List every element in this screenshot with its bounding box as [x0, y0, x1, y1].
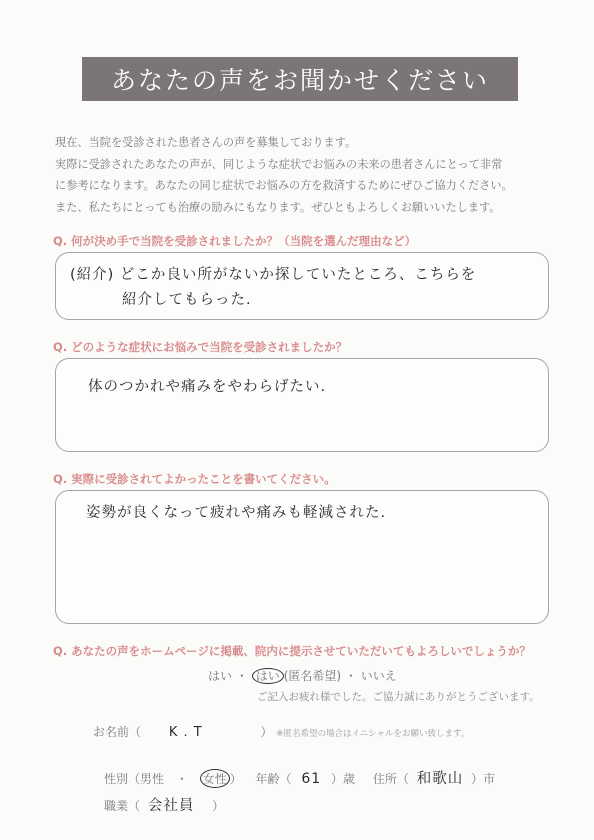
address-close: ）市	[471, 772, 496, 786]
question-4-label: Q. あなたの声をホームページに掲載、院内に提示させていただいてもよろしいでしょうか？	[53, 644, 531, 658]
job-close: ）	[212, 799, 225, 813]
answer-box-1[interactable]	[55, 252, 549, 320]
question-2-label: Q. どのような症状にお悩みで当院を受診されましたか？	[53, 340, 348, 354]
answer-3-line-1: 姿勢が良くなって疲れや痛みも軽減された.	[86, 505, 387, 521]
name-row	[93, 723, 469, 740]
gender-label: 性別（男性	[104, 772, 165, 786]
intro-line: 実際に受診されたあなたの声が、同じような症状でお悩みの未来の患者さんにとって非常	[55, 157, 503, 171]
page-title: あなたの声をお聞かせください	[110, 66, 489, 95]
name-value[interactable]: K . T	[168, 725, 203, 740]
job-value[interactable]: 会社員	[147, 798, 195, 814]
consent-separator: ・	[235, 669, 248, 683]
name-note: ※匿名希望の場合はイニシャルをお願い致します。	[276, 729, 470, 739]
answer-2-line-1: 体のつかれや痛みをやわらげたい.	[88, 379, 327, 395]
intro-line: また、私たちにとっても治療の励みにもなります。ぜひともよろしくお願いいたします。	[55, 200, 501, 214]
age-label: 年齢（	[255, 772, 292, 786]
consent-options	[208, 667, 397, 684]
address-value[interactable]: 和歌山	[416, 771, 464, 787]
name-close: ）	[260, 725, 273, 739]
thanks-message: ご記入お疲れ様でした。ご協力誠にありがとうございます。	[257, 691, 540, 703]
consent-separator: ・	[344, 669, 357, 683]
job-row	[104, 794, 224, 815]
gender-female-option[interactable]: 女性	[200, 769, 230, 788]
gender-separator: ・	[175, 772, 188, 786]
gender-close: ）	[229, 772, 242, 786]
intro-text	[55, 132, 555, 218]
page-title-band	[82, 57, 518, 101]
answer-1-line-1: (紹介) どこか良い所がないか探していたところ、こちらを	[70, 267, 477, 283]
profile-row	[104, 767, 495, 788]
consent-anonymous-option[interactable]: はい	[252, 668, 284, 684]
question-1-label: Q. 何が決め手で当院を受診されましたか？（当院を選んだ理由など）	[53, 234, 417, 248]
question-3-label: Q. 実際に受診されてよかったことを書いてください。	[53, 472, 336, 486]
answer-1-line-2: 紹介してもらった.	[122, 292, 252, 308]
intro-line: 現在、当院を受診された患者さんの声を募集しております。	[55, 136, 357, 149]
job-label: 職業（	[104, 799, 141, 813]
name-label: お名前（	[93, 725, 142, 739]
age-value[interactable]: 61	[301, 771, 322, 787]
age-close: ）歳	[331, 772, 356, 786]
answer-box-3[interactable]	[55, 490, 549, 624]
address-label: 住所（	[372, 772, 409, 786]
consent-no-option[interactable]: いいえ	[360, 669, 397, 683]
answer-box-2[interactable]	[55, 358, 549, 452]
consent-anonymous-note: (匿名希望)	[283, 669, 342, 683]
intro-line: に参考になります。あなたの同じ症状でお悩みの方を救済するためにぜひご協力ください。	[55, 179, 513, 192]
consent-yes-option[interactable]: はい	[208, 669, 233, 683]
